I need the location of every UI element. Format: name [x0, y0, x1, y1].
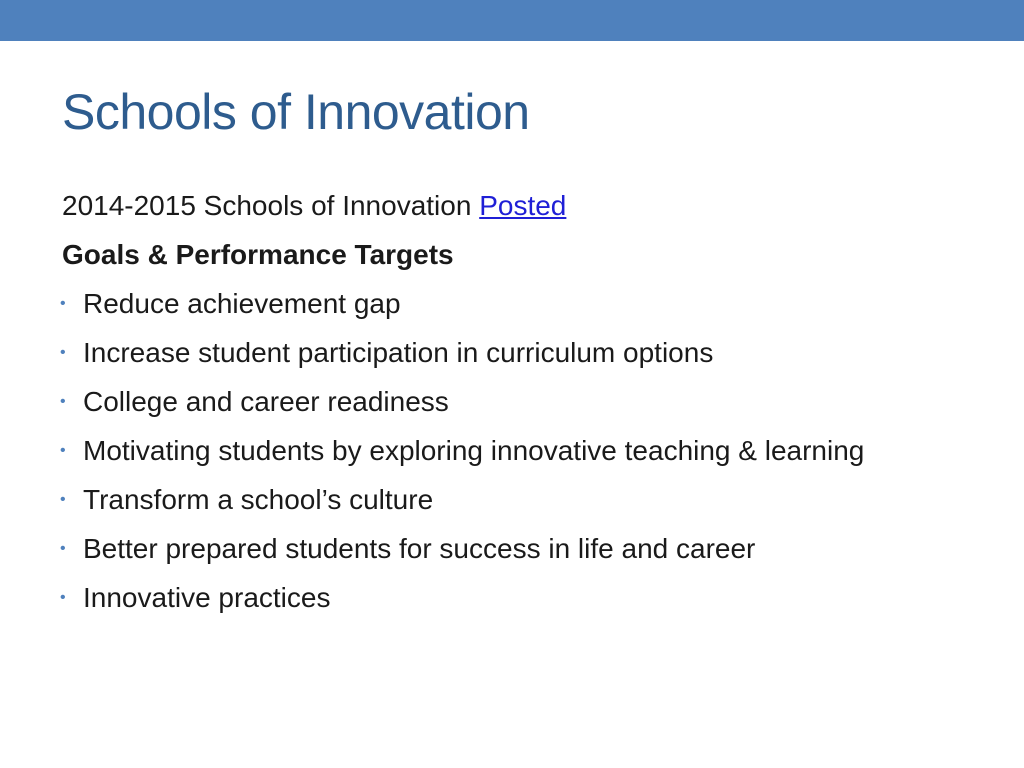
goals-subheading: Goals & Performance Targets [62, 239, 454, 270]
posted-link[interactable]: Posted [479, 190, 567, 221]
bullet-icon: • [60, 540, 66, 557]
slide-title: Schools of Innovation [62, 84, 530, 140]
list-item-text: Motivating students by exploring innovative teaching & learning [83, 435, 865, 466]
list-item-text: Increase student participation in curriculum options [83, 337, 714, 368]
intro-text: 2014-2015 Schools of Innovation [62, 190, 480, 221]
list-item [62, 431, 962, 471]
bullet-icon: • [60, 491, 66, 508]
bullet-icon: • [60, 344, 66, 361]
bullet-icon: • [60, 442, 66, 459]
list-item [62, 333, 962, 373]
bullet-list [62, 284, 962, 618]
list-item-text: Transform a school’s culture [83, 484, 434, 515]
list-item [62, 382, 962, 422]
list-item [62, 480, 962, 520]
bullet-icon: • [60, 589, 66, 606]
intro-line [62, 186, 962, 226]
list-item [62, 284, 962, 324]
header-band [0, 0, 1024, 41]
list-item-text: Innovative practices [83, 582, 331, 613]
list-item [62, 578, 962, 618]
list-item [62, 529, 962, 569]
list-item-text: Better prepared students for success in life and career [83, 533, 756, 564]
bullet-icon: • [60, 393, 66, 410]
list-item-text: College and career readiness [83, 386, 449, 417]
bullet-icon: • [60, 295, 66, 312]
list-item-text: Reduce achievement gap [83, 288, 401, 319]
slide-body [62, 186, 962, 627]
